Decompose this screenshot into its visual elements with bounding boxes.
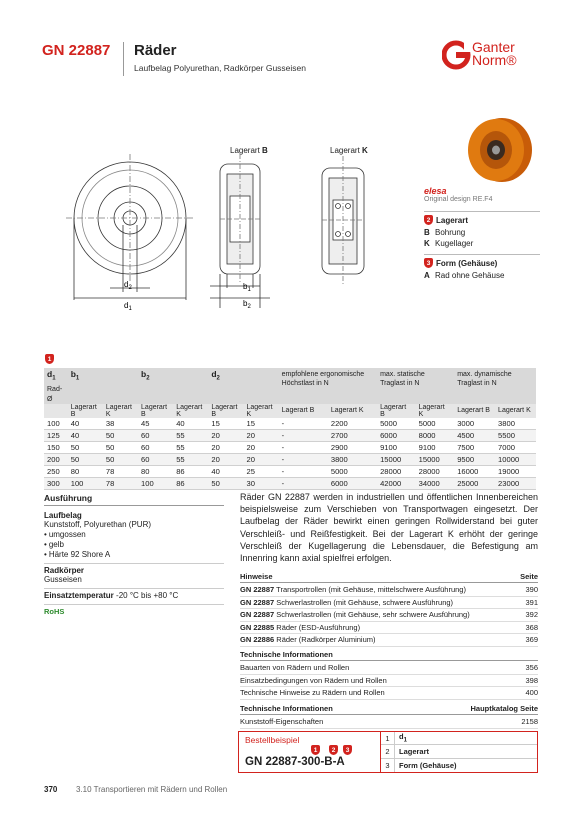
table-cell: 40 bbox=[68, 430, 103, 442]
table-cell: 20 bbox=[208, 430, 243, 442]
svg-text:d1: $d_1$ bbox=[124, 301, 132, 312]
original-design-note: Original design RE.F4 bbox=[424, 196, 493, 203]
table-cell: 5000 bbox=[377, 418, 416, 430]
table-cell: 7000 bbox=[495, 442, 536, 454]
table-cell: 78 bbox=[103, 478, 138, 490]
reference-row: Kunststoff-Eigenschaften 2158 bbox=[240, 716, 538, 729]
option-item: B Bohrung bbox=[424, 228, 466, 237]
table-cell: 42000 bbox=[377, 478, 416, 490]
elesa-logo: elesa bbox=[424, 186, 447, 196]
table-row bbox=[44, 478, 536, 490]
reference-row: GN 22887 Transportrollen (mit Gehäuse, mittelschwere Ausführung) 390 bbox=[240, 584, 538, 597]
col-b1: $b_1$ bbox=[68, 368, 138, 404]
col-load-static: max. statische Traglast in N bbox=[377, 368, 454, 404]
table-cell: 5500 bbox=[495, 430, 536, 442]
table-cell: 3000 bbox=[454, 418, 495, 430]
option-lagerart bbox=[424, 211, 540, 249]
marker-1-icon: 1 bbox=[311, 745, 320, 755]
reference-row: GN 22887 Schwerlastrollen (mit Gehäuse, sehr schwere Ausführung) 392 bbox=[240, 609, 538, 622]
subheader-cell: Lagerart K bbox=[103, 404, 138, 418]
table-cell: 30 bbox=[244, 478, 279, 490]
table-cell: 200 bbox=[44, 454, 68, 466]
table-cell: 4500 bbox=[454, 430, 495, 442]
laufbelag-bullet: • gelb bbox=[44, 540, 224, 550]
option-item: A Rad ohne Gehäuse bbox=[424, 271, 505, 280]
technical-drawing bbox=[60, 140, 420, 320]
table-cell: 25 bbox=[244, 466, 279, 478]
laufbelag-heading: Laufbelag bbox=[44, 511, 82, 520]
table-cell: 300 bbox=[44, 478, 68, 490]
table-cell: 60 bbox=[138, 430, 173, 442]
table-cell: 55 bbox=[173, 430, 208, 442]
table-cell: - bbox=[279, 478, 328, 490]
subheader-cell: Lagerart K bbox=[416, 404, 455, 418]
marker-2-icon: 2 bbox=[424, 215, 433, 225]
subheader-cell: Lagerart B bbox=[68, 404, 103, 418]
table-row bbox=[44, 442, 536, 454]
wheel-photo bbox=[456, 116, 546, 182]
table-cell: 28000 bbox=[377, 466, 416, 478]
table-cell: 55 bbox=[173, 454, 208, 466]
header-divider bbox=[123, 42, 124, 76]
subheader-cell: Lagerart K bbox=[328, 404, 377, 418]
col-load-recommended: empfohlene ergonomische Höchstlast in N bbox=[279, 368, 377, 404]
table-cell: 250 bbox=[44, 466, 68, 478]
marker-2-icon: 2 bbox=[329, 745, 338, 755]
table-cell: 100 bbox=[44, 418, 68, 430]
reference-row: GN 22885 Räder (ESD-Ausführung) 368 bbox=[240, 622, 538, 635]
table-cell: 9100 bbox=[377, 442, 416, 454]
table-cell: 20 bbox=[244, 442, 279, 454]
reference-row: Einsatzbedingungen von Rädern und Rollen 398 bbox=[240, 675, 538, 688]
order-example bbox=[238, 731, 538, 773]
table-cell: 20 bbox=[208, 454, 243, 466]
table-cell: 28000 bbox=[416, 466, 455, 478]
rohs-badge: RoHS bbox=[44, 604, 224, 616]
hinweise-table: Hinweise Seite GN 22887 Transportrollen (mit Gehäuse, mittelschwere Ausführung) 390 GN 22887 Schwerlastrollen (mit Gehäuse, schwere Ausführung) 391 GN 22887 Schwerlastrollen (mit Gehäuse, sehr schwere Ausführung) 392 GN 22885 Räder (ESD-Ausführung) 368 GN 22886 Räder (Radkörper Aluminium) 369 bbox=[240, 572, 538, 647]
table-cell: 10000 bbox=[495, 454, 536, 466]
svg-text:b2: $b_2$ bbox=[243, 299, 251, 310]
table-cell: 50 bbox=[103, 430, 138, 442]
product-code: GN 22887 bbox=[42, 42, 111, 59]
page-number: 370 bbox=[44, 785, 58, 794]
table-cell: 16000 bbox=[454, 466, 495, 478]
marker-1-icon: 1 bbox=[45, 354, 54, 364]
table-cell: 3800 bbox=[495, 418, 536, 430]
table-cell: 38 bbox=[103, 418, 138, 430]
order-code: GN 22887-300-B-A bbox=[245, 756, 345, 768]
reference-row: GN 22886 Räder (Radkörper Aluminium) 369 bbox=[240, 634, 538, 647]
svg-text:b1: $b_1$ bbox=[243, 282, 251, 293]
table-cell: 50 bbox=[68, 442, 103, 454]
table-cell: 6000 bbox=[377, 430, 416, 442]
table-cell: 20 bbox=[244, 430, 279, 442]
table-row bbox=[44, 430, 536, 442]
table-cell: 60 bbox=[138, 454, 173, 466]
table-cell: - bbox=[279, 466, 328, 478]
table-cell: 45 bbox=[138, 418, 173, 430]
subheader-cell: Lagerart B bbox=[377, 404, 416, 418]
option-item: K Kugellager bbox=[424, 239, 474, 248]
laufbelag-bullet: • umgossen bbox=[44, 530, 224, 540]
col-b2: $b_2$ bbox=[138, 368, 208, 404]
table-cell: 78 bbox=[103, 466, 138, 478]
subheader-cell bbox=[44, 404, 68, 418]
table-cell: 3800 bbox=[328, 454, 377, 466]
reference-row: Bauarten von Rädern und Rollen 356 bbox=[240, 662, 538, 675]
table-cell: 34000 bbox=[416, 478, 455, 490]
table-cell: 40 bbox=[173, 418, 208, 430]
table-cell: 100 bbox=[138, 478, 173, 490]
table-cell: 50 bbox=[103, 454, 138, 466]
option-form-title: 3 Form (Gehäuse) bbox=[424, 254, 540, 270]
table-cell: 9100 bbox=[416, 442, 455, 454]
table-cell: 20 bbox=[208, 442, 243, 454]
table-cell: - bbox=[279, 454, 328, 466]
laufbelag-bullet: • Härte 92 Shore A bbox=[44, 550, 224, 560]
table-cell: 2200 bbox=[328, 418, 377, 430]
table-row bbox=[44, 454, 536, 466]
reference-row: GN 22887 Schwerlastrollen (mit Gehäuse, schwere Ausführung) 391 bbox=[240, 597, 538, 610]
marker-3-icon: 3 bbox=[343, 745, 352, 755]
table-cell: 2700 bbox=[328, 430, 377, 442]
subheader-cell: Lagerart K bbox=[495, 404, 536, 418]
page-title: Räder bbox=[134, 42, 177, 59]
table-cell: 7500 bbox=[454, 442, 495, 454]
order-item: 3 Form (Gehäuse) bbox=[381, 759, 537, 772]
laufbelag-material: Kunststoff, Polyurethan (PUR) bbox=[44, 520, 152, 529]
col-d2: $d_2$ bbox=[208, 368, 278, 404]
table-cell: 5000 bbox=[328, 466, 377, 478]
table-cell: 15000 bbox=[416, 454, 455, 466]
label-lagerart-b: Lagerart B bbox=[230, 146, 268, 155]
table-cell: - bbox=[279, 442, 328, 454]
table-cell: 40 bbox=[208, 466, 243, 478]
table-cell: 80 bbox=[138, 466, 173, 478]
table-cell: 55 bbox=[173, 442, 208, 454]
table-row bbox=[44, 466, 536, 478]
table-cell: 5000 bbox=[416, 418, 455, 430]
marker-3-icon: 3 bbox=[424, 258, 433, 268]
table-cell: 80 bbox=[68, 466, 103, 478]
table-cell: 6000 bbox=[328, 478, 377, 490]
option-lagerart-title: 2 Lagerart bbox=[424, 211, 540, 227]
radkoerper-material: Gusseisen bbox=[44, 575, 82, 584]
brand-name: Ganter Norm® bbox=[472, 39, 517, 68]
table-cell: 50 bbox=[68, 454, 103, 466]
reference-row: Technische Hinweise zu Rädern und Rollen 400 bbox=[240, 687, 538, 700]
table-cell: 50 bbox=[103, 442, 138, 454]
table-cell: 150 bbox=[44, 442, 68, 454]
subheader-cell: Lagerart B bbox=[208, 404, 243, 418]
option-form bbox=[424, 254, 540, 281]
footer-section-title: 3.10 Transportieren mit Rädern und Rollen bbox=[76, 785, 228, 794]
table-cell: 15000 bbox=[377, 454, 416, 466]
technische-info-hauptkatalog: Technische Informationen Hauptkatalog Seite Kunststoff-Eigenschaften 2158 bbox=[240, 704, 538, 729]
page-subtitle: Laufbelag Polyurethan, Radkörper Gusseisen bbox=[134, 63, 306, 73]
table-cell: 40 bbox=[68, 418, 103, 430]
table-cell: 8000 bbox=[416, 430, 455, 442]
svg-text:d2: $d_2$ bbox=[124, 280, 132, 291]
subheader-cell: Lagerart B bbox=[454, 404, 495, 418]
table-cell: 15 bbox=[208, 418, 243, 430]
table-cell: 20 bbox=[244, 454, 279, 466]
ausfuehrung-title: Ausführung bbox=[44, 493, 224, 506]
table-cell: 19000 bbox=[495, 466, 536, 478]
table-cell: 86 bbox=[173, 478, 208, 490]
subheader-cell: Lagerart B bbox=[138, 404, 173, 418]
table-cell: 25000 bbox=[454, 478, 495, 490]
table-cell: - bbox=[279, 418, 328, 430]
subheader-cell: Lagerart K bbox=[173, 404, 208, 418]
subheader-cell: Lagerart B bbox=[279, 404, 328, 418]
table-cell: - bbox=[279, 430, 328, 442]
table-cell: 50 bbox=[208, 478, 243, 490]
ausfuehrung-section bbox=[44, 493, 224, 616]
subheader-row bbox=[44, 404, 536, 418]
col-d1: $d_1$ Rad-Ø bbox=[44, 368, 68, 404]
table-cell: 23000 bbox=[495, 478, 536, 490]
order-item: 2 Lagerart bbox=[381, 745, 537, 758]
einsatztemperatur: Einsatztemperatur -20 °C bis +80 °C bbox=[44, 588, 224, 601]
table-cell: 86 bbox=[173, 466, 208, 478]
product-description: Räder GN 22887 werden in industriellen und öffentlichen Innenbereichen beispielsweise zum Verschieben von Transportwagen eingesetzt. Der Laufbelag der Räder bewirkt einen geringen Rollwiderstand bei guter Verschleiß- und Reißfestigkeit. Bei der Lagerart K erhöht der geringe Verschleiß der Kugellagerung die Lebensdauer, die Befestigung am Innenring kann axial spielfrei erfolgen. bbox=[240, 492, 538, 564]
technische-info-table: Technische Informationen Bauarten von Rädern und Rollen 356 Einsatzbedingungen von Rädern und Rollen 398 Technische Hinweise zu Rädern und Rollen 400 bbox=[240, 650, 538, 700]
table-cell: 125 bbox=[44, 430, 68, 442]
order-example-label: Bestellbeispiel bbox=[245, 735, 300, 745]
table-cell: 60 bbox=[138, 442, 173, 454]
radkoerper-heading: Radkörper bbox=[44, 566, 85, 575]
table-cell: 9500 bbox=[454, 454, 495, 466]
col-load-dynamic: max. dynamische Traglast in N bbox=[454, 368, 536, 404]
dimension-table bbox=[44, 368, 536, 490]
label-lagerart-k: Lagerart K bbox=[330, 146, 368, 155]
subheader-cell: Lagerart K bbox=[244, 404, 279, 418]
table-row bbox=[44, 418, 536, 430]
table-cell: 100 bbox=[68, 478, 103, 490]
table-cell: 15 bbox=[244, 418, 279, 430]
table-cell: 2900 bbox=[328, 442, 377, 454]
order-item: 1 $d_1$ bbox=[381, 732, 537, 745]
